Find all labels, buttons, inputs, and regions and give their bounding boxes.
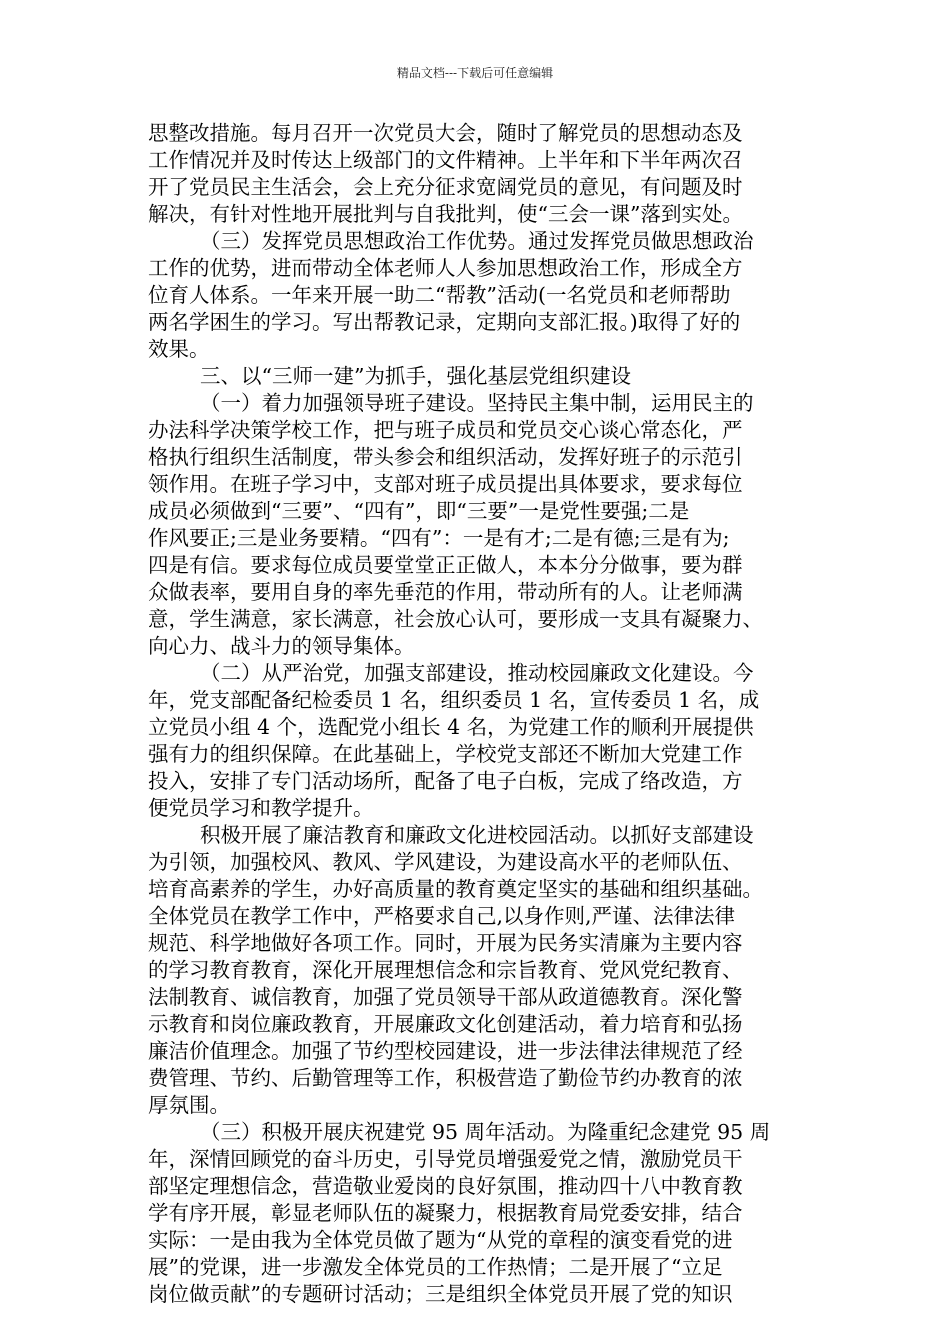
text-line: 领作用。在班子学习中，支部对班子成员提出具体要求，要求每位	[148, 472, 743, 496]
text-line: 意，学生满意，家长满意，社会放心认可，要形成一支具有凝聚力、	[148, 607, 763, 631]
text-line: 部坚定理想信念，营造敬业爱岗的良好氛围，推动四十八中教育教	[148, 1174, 743, 1198]
page-header: 精品文档---下载后可任意编辑	[396, 66, 554, 80]
text-line: 强有力的组织保障。在此基础上，学校党支部还不断加大党建工作	[148, 742, 743, 766]
text-line: 工作情况并及时传达上级部门的文件精神。上半年和下半年两次召	[148, 148, 743, 172]
text-line: 工作的优势，进而带动全体老师人人参加思想政治工作，形成全方	[148, 256, 743, 280]
text-line: 投入，安排了专门活动场所，配备了电子白板，完成了络改造，方	[148, 769, 743, 793]
text-line: （三）积极开展庆祝建党 95 周年活动。为隆重纪念建党 95 周	[200, 1120, 771, 1144]
text-line: 向心力、战斗力的领导集体。	[148, 634, 415, 658]
text-line: 四是有信。要求每位成员要堂堂正正做人，本本分分做事，要为群	[148, 553, 743, 577]
text-line: 开了党员民主生活会，会上充分征求宽阔党员的意见，有问题及时	[148, 175, 743, 199]
text-line: 成员必须做到“三要”、“四有”，即“三要”一是党性要强;二是	[148, 499, 690, 523]
text-line: 两名学困生的学习。写出帮教记录，定期向支部汇报。)取得了好的	[148, 310, 741, 334]
text-line: 示教育和岗位廉政教育，开展廉政文化创建活动，着力培育和弘扬	[148, 1012, 743, 1036]
text-line: 费管理、节约、后勤管理等工作，积极营造了勤俭节约办教育的浓	[148, 1066, 743, 1090]
text-line: 实际：一是由我为全体党员做了题为“从党的章程的演变看党的进	[148, 1228, 733, 1252]
text-line: 厚氛围。	[148, 1093, 230, 1117]
text-line: 效果。	[148, 337, 210, 361]
text-line: 的学习教育教育，深化开展理想信念和宗旨教育、党风党纪教育、	[148, 958, 743, 982]
text-line: 解决，有针对性地开展批判与自我批判，使“三会一课”落到实处。	[148, 202, 743, 226]
text-line: 便党员学习和教学提升。	[148, 796, 374, 820]
text-line: 规范、科学地做好各项工作。同时，开展为民务实清廉为主要内容	[148, 931, 743, 955]
text-line: 年，深情回顾党的奋斗历史，引导党员增强爱党之情，激励党员干	[148, 1147, 743, 1171]
document-body	[148, 120, 804, 1308]
text-line: （二）从严治党，加强支部建设，推动校园廉政文化建设。今	[200, 661, 754, 685]
text-line: 年，党支部配备纪检委员 1 名，组织委员 1 名，宣传委员 1 名，成	[148, 688, 760, 712]
text-line: （一）着力加强领导班子建设。坚持民主集中制，运用民主的	[200, 391, 754, 415]
text-line: 廉洁价值理念。加强了节约型校园建设，进一步法律法律规范了经	[148, 1039, 743, 1063]
text-line: 培育高素养的学生，办好高质量的教育奠定坚实的基础和组织基础。	[148, 877, 763, 901]
text-line: 学有序开展，彰显老师队伍的凝聚力，根据教育局党委安排，结合	[148, 1201, 743, 1225]
text-line: 思整改措施。每月召开一次党员大会，随时了解党员的思想动态及	[148, 121, 743, 145]
text-line: 法制教育、诚信教育，加强了党员领导干部从政道德教育。深化警	[148, 985, 743, 1009]
text-line: 立党员小组 4 个，选配党小组长 4 名，为党建工作的顺利开展提供	[148, 715, 754, 739]
text-line: 办法科学决策学校工作，把与班子成员和党员交心谈心常态化，严	[148, 418, 743, 442]
text-line: 为引领，加强校风、教风、学风建设，为建设高水平的老师队伍、	[148, 850, 743, 874]
text-line: 位育人体系。一年来开展一助二“帮教”活动(一名党员和老师帮助	[148, 283, 731, 307]
text-line: 积极开展了廉洁教育和廉政文化进校园活动。以抓好支部建设	[200, 823, 754, 847]
text-line: 众做表率，要用自身的率先垂范的作用，带动所有的人。让老师满	[148, 580, 743, 604]
text-line: 三、以“三师一建”为抓手，强化基层党组织建设	[200, 364, 631, 388]
text-line: 岗位做贡献”的专题研讨活动；三是组织全体党员开展了党的知识	[148, 1282, 733, 1306]
text-line: 全体党员在教学工作中，严格要求自己,以身作则,严谨、法律法律	[148, 904, 736, 928]
text-line: 展”的党课，进一步激发全体党员的工作热情；二是开展了“立足	[148, 1255, 723, 1279]
text-line: 格执行组织生活制度，带头参会和组织活动，发挥好班子的示范引	[148, 445, 743, 469]
text-line: 作风要正;三是业务要精。“四有”：一是有才;二是有德;三是有为;	[148, 526, 730, 550]
text-line: （三）发挥党员思想政治工作优势。通过发挥党员做思想政治	[200, 229, 754, 253]
